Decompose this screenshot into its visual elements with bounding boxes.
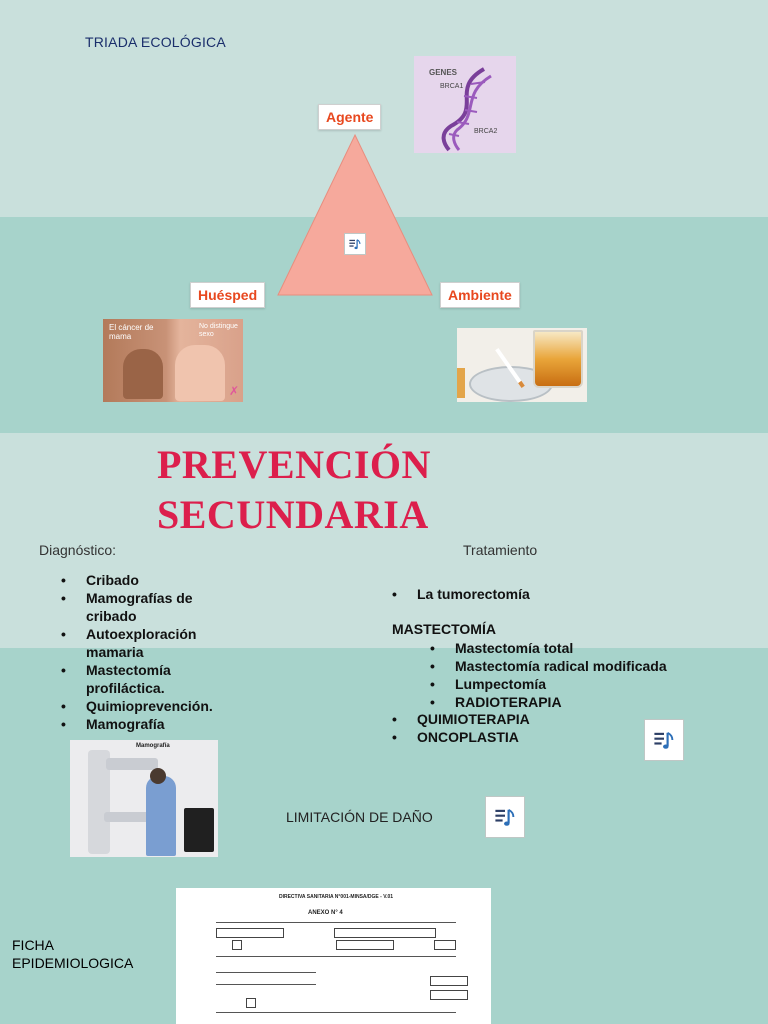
form-row — [216, 956, 456, 957]
audio-file-icon — [652, 728, 676, 752]
form-row — [216, 1012, 456, 1013]
form-boxes — [336, 940, 394, 950]
treatment-item: • QUIMIOTERAPIA — [389, 710, 689, 728]
section-title — [157, 440, 477, 540]
host-image — [103, 319, 243, 402]
genes-image — [414, 56, 516, 153]
diagnosis-list — [58, 571, 223, 733]
form-boxes — [216, 928, 284, 938]
host-figure-left — [123, 349, 163, 399]
page-title: TRIADA ECOLÓGICA — [85, 34, 226, 50]
treatment-item: • La tumorectomía — [389, 585, 689, 603]
host-label: Huésped — [190, 282, 265, 308]
section-title-line1: PREVENCIÓN — [157, 442, 431, 487]
host-image-text1: El cáncer de mama — [109, 323, 154, 341]
mastectomy-item: • Mastectomía radical modificada — [427, 657, 727, 675]
damage-limitation-label: LIMITACIÓN DE DAÑO — [286, 809, 433, 825]
form-boxes — [334, 928, 436, 938]
environment-image — [457, 328, 587, 402]
diagnosis-item: • Autoexploración mamaria — [58, 625, 223, 661]
triangle-shape — [278, 135, 432, 295]
treatment-heading: Tratamiento — [463, 542, 538, 558]
gene-brca2: BRCA2 — [474, 128, 498, 135]
whisky-glass — [533, 330, 583, 388]
xray-scan — [184, 808, 214, 852]
audio-button-triangle[interactable] — [344, 233, 366, 255]
environment-label: Ambiente — [440, 282, 520, 308]
pink-ribbon-icon: ✗ — [229, 384, 240, 398]
glass-left — [457, 368, 465, 398]
patient-head — [150, 768, 166, 784]
dna-helix-icon — [429, 64, 499, 152]
form-boxes — [434, 940, 456, 950]
treatment-first-list — [389, 585, 689, 603]
gene-brca1: BRCA1 — [440, 83, 464, 90]
diagnosis-item: • Mamografías de cribado — [58, 589, 223, 625]
diagnosis-heading: Diagnóstico: — [39, 542, 117, 558]
form-boxes — [430, 976, 468, 986]
form-header: DIRECTIVA SANITARIA N°001-MINSA/DGE - V.01 — [278, 894, 394, 900]
triad-triangle — [275, 132, 435, 298]
form-boxes — [232, 940, 242, 950]
diagnosis-item: • Mamografía — [58, 715, 223, 733]
diagnosis-item: • Cribado — [58, 571, 223, 589]
ficha-label — [12, 936, 133, 972]
diagnosis-item: • Quimioprevención. — [58, 697, 223, 715]
ficha-line1: FICHA — [12, 937, 54, 953]
form-boxes — [430, 990, 468, 1000]
audio-file-icon — [348, 237, 362, 251]
mastectomy-item: • Mastectomía total — [427, 639, 727, 657]
audio-file-icon — [493, 805, 517, 829]
mastectomy-item: • RADIOTERAPIA — [427, 693, 727, 711]
mammography-image — [70, 740, 218, 857]
form-boxes — [246, 998, 256, 1008]
diagnosis-item: • Mastectomía profiláctica. — [58, 661, 223, 697]
mastectomy-heading: MASTECTOMÍA — [392, 621, 496, 637]
mammography-arm — [106, 758, 158, 770]
epidemiological-form-image — [176, 888, 491, 1024]
mastectomy-item: • Lumpectomía — [427, 675, 727, 693]
form-row — [216, 972, 316, 973]
mammography-label: Mamografía — [136, 743, 170, 749]
agent-label: Agente — [318, 104, 381, 130]
treatment-item: • ONCOPLASTIA — [389, 728, 689, 746]
form-annex: ANEXO N° 4 — [308, 910, 343, 916]
host-image-text2: No distingue sexo — [199, 323, 238, 338]
host-figure-right — [175, 345, 225, 401]
form-row — [216, 922, 456, 923]
form-row — [216, 984, 316, 985]
section-title-line2: SECUNDARIA — [157, 492, 429, 537]
patient-figure — [146, 776, 176, 856]
mastectomy-list — [427, 639, 727, 711]
audio-button-treatment[interactable] — [644, 719, 684, 761]
audio-button-damage[interactable] — [485, 796, 525, 838]
genes-label: GENES — [429, 68, 458, 77]
ficha-line2: EPIDEMIOLOGICA — [12, 955, 134, 971]
